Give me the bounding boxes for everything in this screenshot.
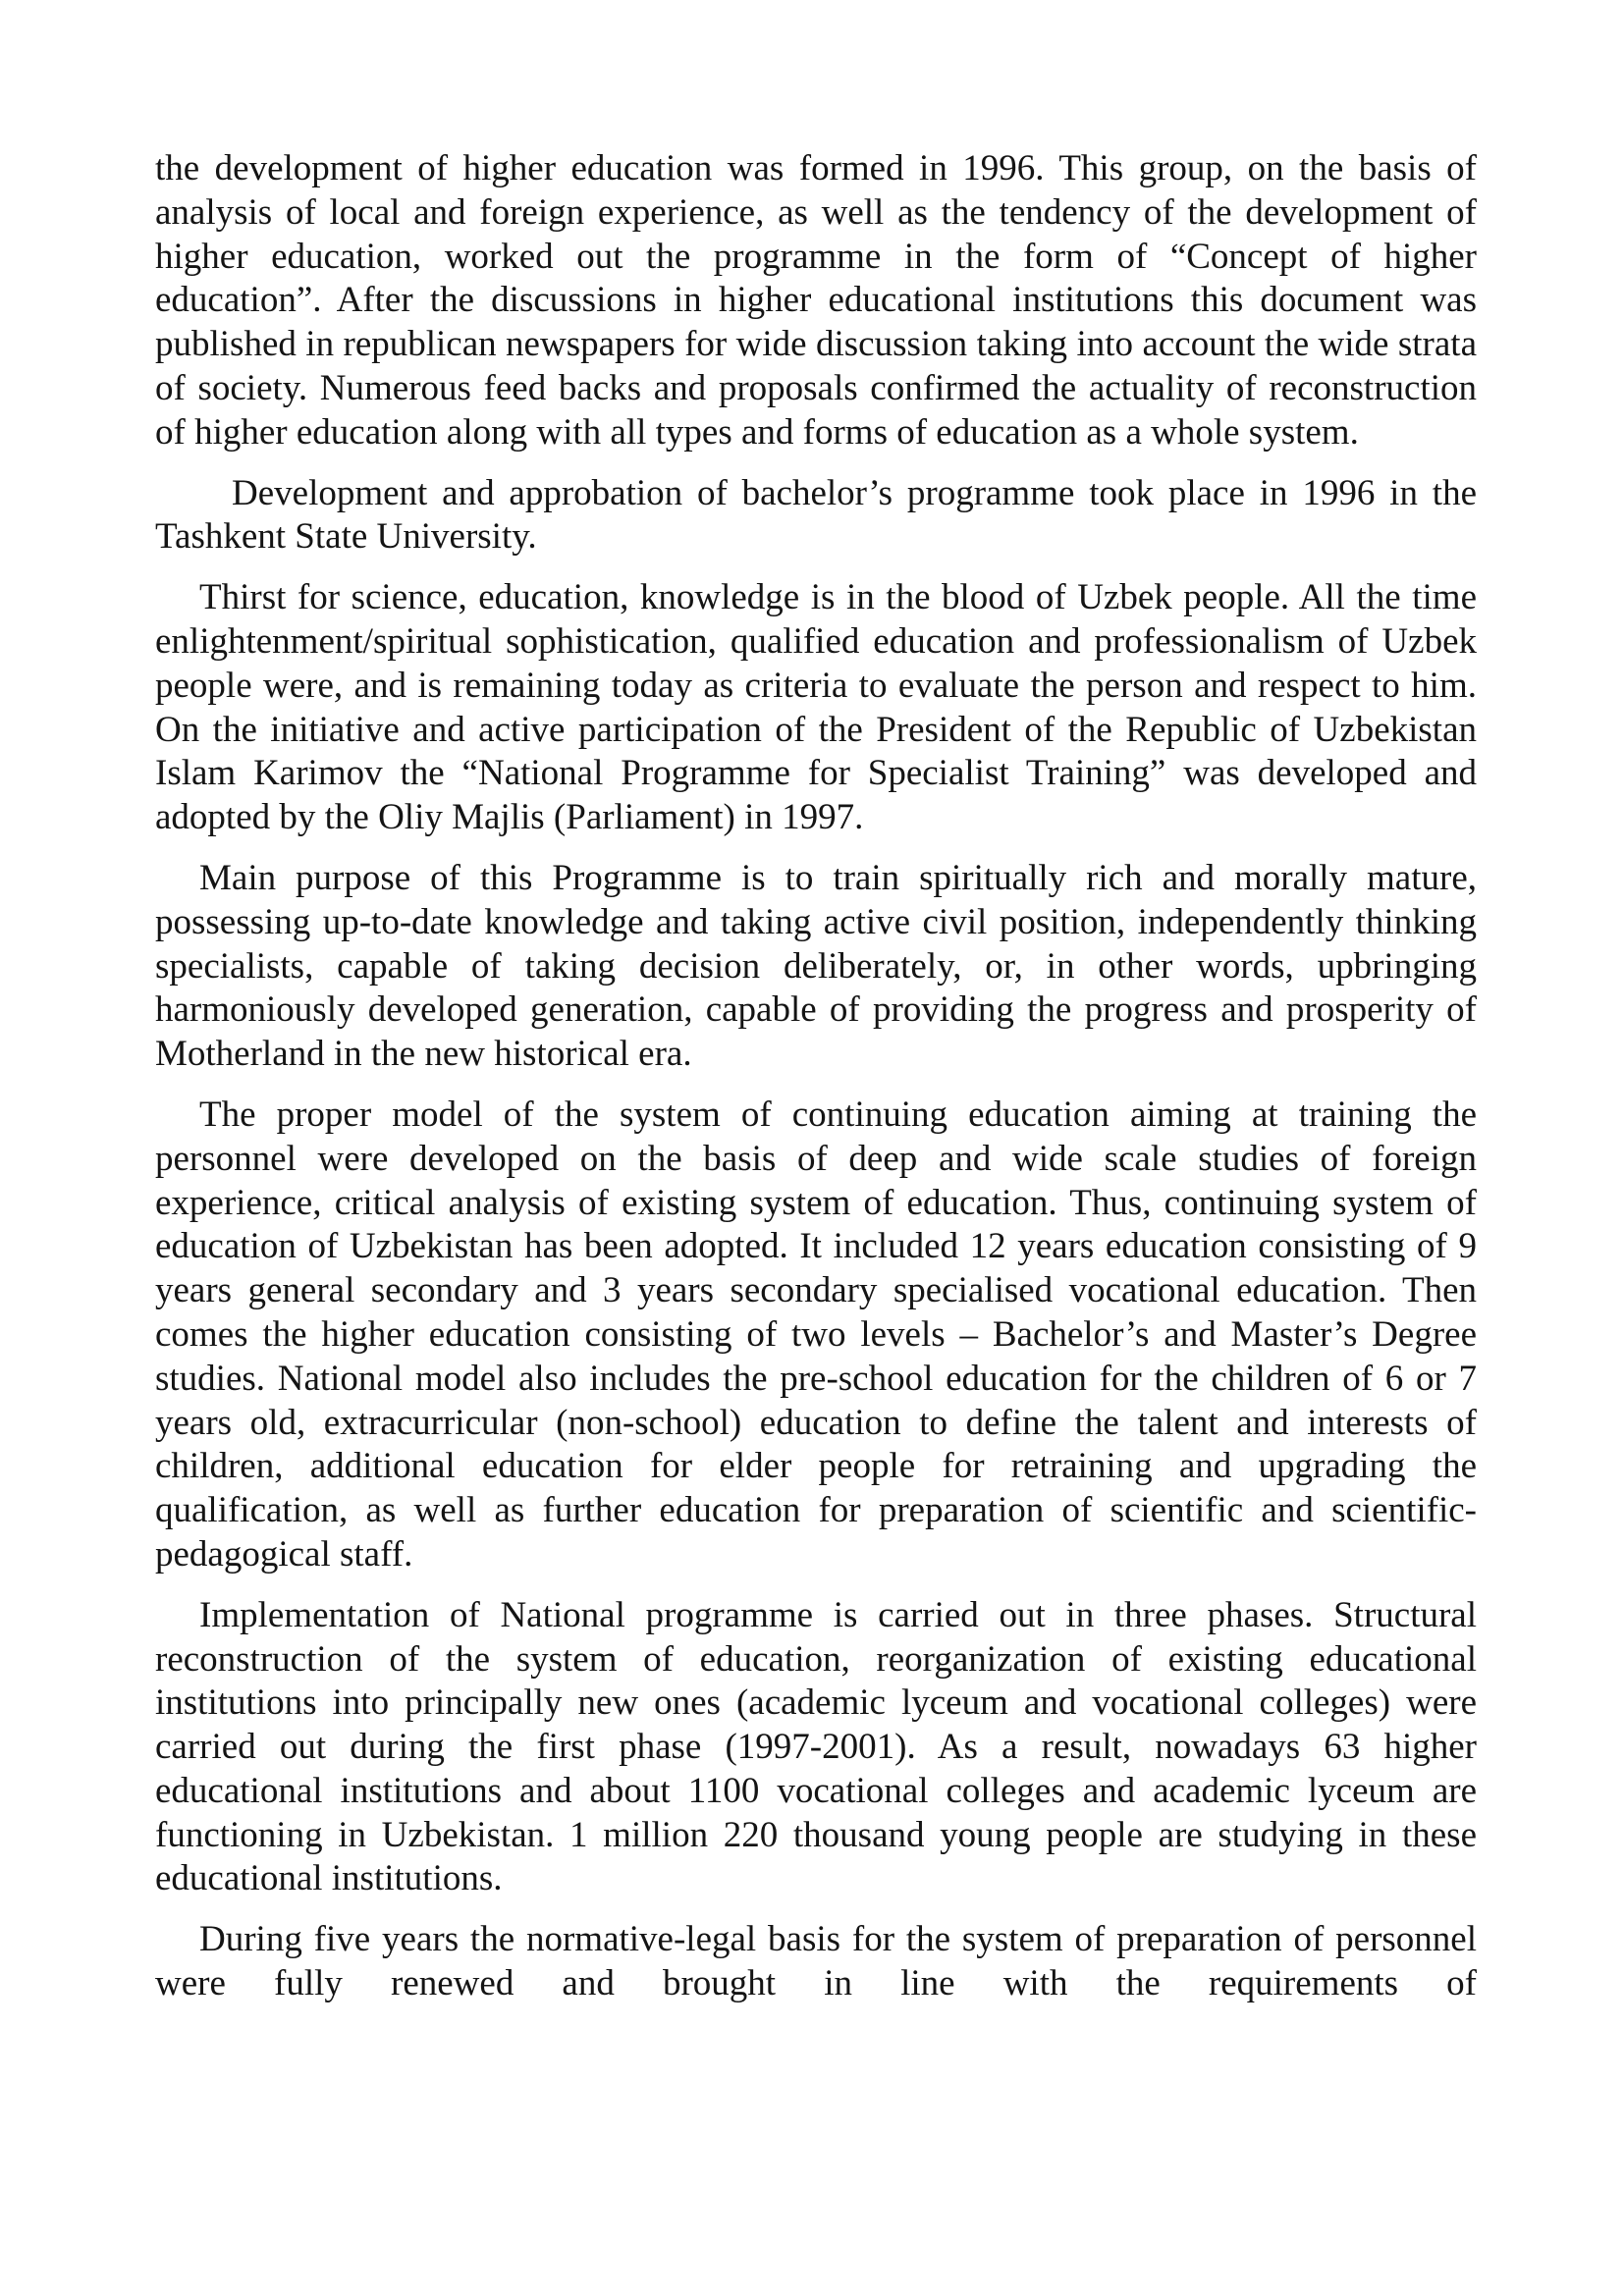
paragraph-implementation: Implementation of National programme is carried out in three phases. Structural reconstruction of the system of education, reorganization of existing educational institutions into principally new ones (academic lyceum and vocational colleges) were carried out during the first phase (1997-2001). As a result, nowadays 63 higher educational institutions and about 1100 vocational colleges and academic lyceum are functioning in Uzbekistan. 1 million 220 thousand young people are studying in these educational institutions.: [155, 1594, 1477, 1899]
paragraph-bachelor-programme: Development and approbation of bachelor’s programme took place in 1996 in the Tashkent State University.: [155, 472, 1477, 558]
paragraph-main-purpose: Main purpose of this Programme is to train spiritually rich and morally mature, possessing up-to-date knowledge and taking active civil position, independently thinking specialists, capable of taking decision deliberately, or, in other words, upbringing harmoniously developed generation, capable of providing the progress and prosperity of Motherland in the new historical era.: [155, 857, 1477, 1075]
document-page: [155, 147, 1477, 2023]
paragraph-proper-model: The proper model of the system of continuing education aiming at training the personnel were developed on the basis of deep and wide scale studies of foreign experience, critical analysis of existing system of education. Thus, continuing system of education of Uzbekistan has been adopted. It included 12 years education consisting of 9 years general secondary and 3 years secondary specialised vocational education. Then comes the higher education consisting of two levels – Bachelor’s and Master’s Degree studies. National model also includes the pre-school education for the children of 6 or 7 years old, extracurricular (non-school) education to define the talent and interests of children, additional education for elder people for retraining and upgrading the qualification, as well as further education for preparation of scientific and scientific-pedagogical staff.: [155, 1094, 1477, 1575]
paragraph-thirst-for-science: Thirst for science, education, knowledge is in the blood of Uzbek people. All the time enlightenment/spiritual sophistication, qualified education and professionalism of Uzbek people were, and is remaining today as criteria to evaluate the person and respect to him. On the initiative and active participation of the President of the Republic of Uzbekistan Islam Karimov the “National Programme for Specialist Training” was developed and adopted by the Oliy Majlis (Parliament) in 1997.: [155, 577, 1477, 838]
paragraph-five-years: During five years the normative-legal basis for the system of preparation of personnel were fully renewed and brought in line with the requirements of: [155, 1919, 1477, 2004]
paragraph-continued: the development of higher education was formed in 1996. This group, on the basis of analysis of local and foreign experience, as well as the tendency of the development of higher education, worked out the programme in the form of “Concept of higher education”. After the discussions in higher educational institutions this document was published in republican newspapers for wide discussion taking into account the wide strata of society. Numerous feed backs and proposals confirmed the actuality of reconstruction of higher education along with all types and forms of education as a whole system.: [155, 148, 1477, 453]
